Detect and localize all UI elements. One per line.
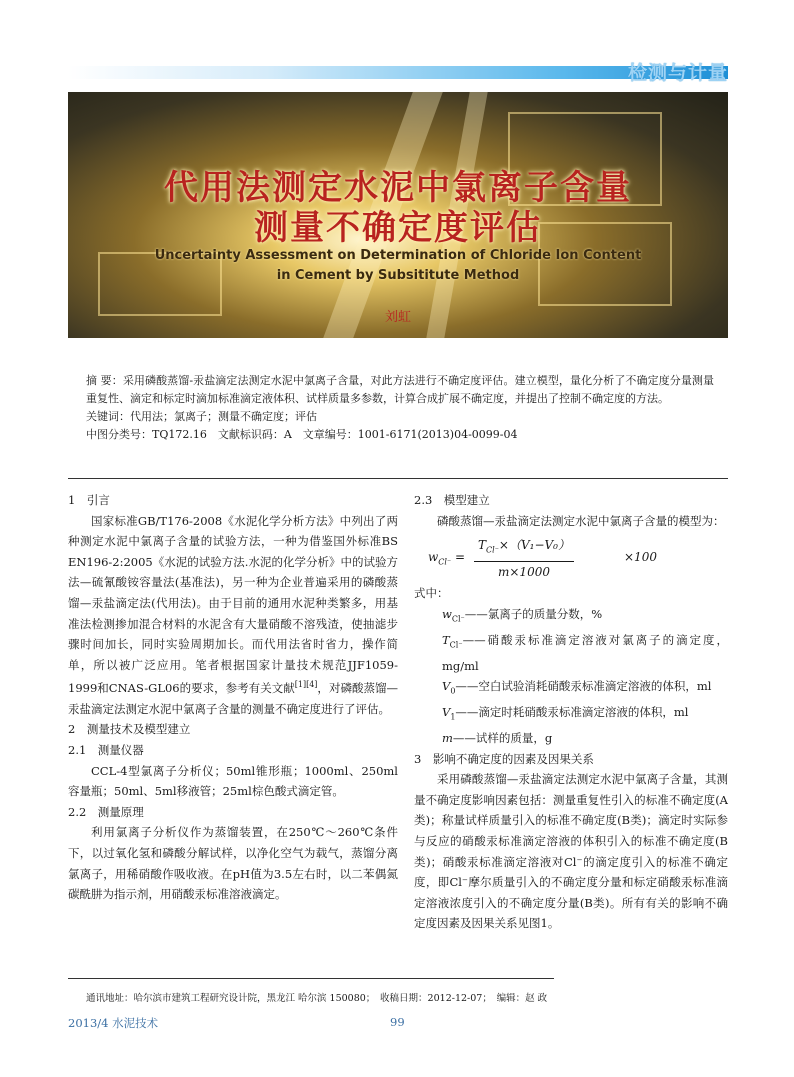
section-2-3-heading: 2.3 模型建立 bbox=[414, 493, 490, 507]
section-2-1-heading: 2.1 测量仪器 bbox=[68, 742, 144, 757]
keywords: 关键词：代用法；氯离子；测量不确定度；评估 bbox=[86, 410, 317, 423]
def-m: m——试样的质量，g bbox=[442, 730, 553, 745]
def-v0: $V_0——$空白试验消耗硝酸汞标准滴定溶液的体积，ml bbox=[442, 679, 712, 696]
def-t: $T_{Cl^-}——$硝酸汞标准滴定溶液对氯离子的滴定度，mg/ml bbox=[442, 632, 728, 673]
formula-w: w bbox=[428, 550, 439, 565]
title-line-1: 代用法测定水泥中氯离子含量 bbox=[164, 168, 632, 208]
formula-denominator: m×1000 bbox=[498, 565, 550, 580]
author: 刘虹 bbox=[384, 310, 411, 325]
journal-info: 2013/4 水泥技术 bbox=[68, 1016, 159, 1030]
title-line-2: 测量不确定度评估 bbox=[254, 208, 542, 248]
def-w: $w_{Cl^-}——$氯离子的质量分数，% bbox=[442, 606, 603, 624]
page-number: 99 bbox=[390, 1015, 405, 1029]
divider bbox=[68, 478, 728, 479]
formula-volume: ×（V₁−V₀） bbox=[498, 538, 570, 553]
footer-divider bbox=[68, 978, 554, 979]
abstract-block bbox=[86, 372, 714, 444]
def-v0-text: ——空白试验消耗硝酸汞标准滴定溶液的体积，ml bbox=[455, 679, 712, 694]
section-3-text: 采用磷酸蒸馏—汞盐滴定法测定水泥中氯离子含量，其测量不确定度影响因素包括：测量重复性引入的标准不确定度(A类)；称量试样质量引入的标准不确定度(B类)；滴定时实际参与反应的硝酸汞标准滴定溶液的体积引入的标准不确定度(B类)；硝酸汞标准滴定溶液对Cl⁻的滴定度引入的标准不确定度，即Cl⁻摩尔质量引入的不确定度分量和标定硝酸汞标准滴定溶液浓度引入的不确定度分量(B类)。所有有关的影响不确定度因素及因果关系见图1。 bbox=[414, 772, 728, 931]
formula-lhs: $w_{Cl^-}$ = bbox=[428, 550, 466, 567]
title-banner bbox=[68, 92, 728, 338]
section-1-heading: 1 引言 bbox=[68, 493, 110, 507]
formula-t: T bbox=[478, 538, 487, 553]
right-column bbox=[414, 490, 728, 934]
formula-fraction bbox=[474, 535, 574, 583]
section-2-2-heading: 2.2 测量原理 bbox=[68, 804, 144, 819]
classification: 中图分类号：TQ172.16 文献标识码：A 文章编号：1001-6171(2013)04-0099-04 bbox=[86, 428, 518, 441]
variable-definitions bbox=[414, 604, 728, 749]
section-1-text: 国家标准GB/T176-2008《水泥化学分析方法》中列出了两种测定水泥中氯离子含量的试验方法，一种为借鉴国外标准BS EN196-2:2005《水泥的试验方法.水泥的化学分析》中的试验方法—硫氰酸铵容量法(基准法)，另一种为企业普遍采用的磷酸蒸馏—汞盐滴定法(代用法)。由于目前的通用水泥种类繁多，用基准法检测掺加混合材料的水泥含有大量硝酸不溶残渣，使抽滤步骤时间加长，同时实验周期加长。而代用法省时省力，操作简单，所以被广泛应用。笔者根据国家计量技术规范JJF1059-1999和CNAS-GL06的要求，参考有关文献 bbox=[68, 513, 398, 696]
english-title-line-2: in Cement by Subsititute Method bbox=[276, 268, 520, 283]
section-2-2-text: 利用氯离子分析仪作为蒸馏装置，在250℃～260℃条件下，以过氧化氢和磷酸分解试样，以净化空气为载气，蒸馏分离氯离子，用稀硝酸作吸收液。在pH值为3.5左右时，以二苯偶氮碳酰肼为指示剂，用硝酸汞标准溶液滴定。 bbox=[68, 825, 398, 902]
def-t-text: ——硝酸汞标准滴定溶液对氯离子的滴定度，mg/ml bbox=[442, 632, 728, 673]
def-m-text: ——试样的质量，g bbox=[452, 730, 553, 745]
section-2-3-text: 磷酸蒸馏—汞盐滴定法测定水泥中氯离子含量的模型为： bbox=[437, 513, 725, 528]
footer-note: 通讯地址：哈尔滨市建筑工程研究设计院，黑龙江 哈尔滨 150080； 收稿日期：2012-12-07； 编辑：赵 政 bbox=[86, 993, 548, 1004]
section-1-paragraph bbox=[68, 511, 398, 720]
section-2-heading: 2 测量技术及模型建立 bbox=[68, 722, 191, 737]
def-w-text: ——氯离子的质量分数，% bbox=[464, 606, 603, 621]
english-title-line-1: Uncertainty Assessment on Determination of Chloride Ion Content bbox=[154, 248, 642, 263]
where-label: 式中： bbox=[414, 586, 449, 601]
formula-w-sub: Cl⁻ bbox=[438, 557, 452, 567]
left-column bbox=[68, 490, 398, 905]
section-3-heading: 3 影响不确定度的因素及因果关系 bbox=[414, 751, 594, 766]
formula-tail: ×100 bbox=[624, 550, 657, 565]
reference-marker: [1][4] bbox=[294, 680, 318, 690]
formula-t-sub: Cl⁻ bbox=[486, 545, 499, 555]
def-v1: $V_1——$滴定时耗硝酸汞标准滴定溶液的体积，ml bbox=[442, 705, 689, 722]
formula-numerator bbox=[474, 535, 574, 562]
abstract-text: 摘 要：采用磷酸蒸馏-汞盐滴定法测定水泥中氯离子含量，对此方法进行不确定度评估。建立模型，量化分析了不确定度分量测量重复性、滴定和标定时滴加标准滴定液体积、试样质量多参数，计算合成扩展不确定度，并提出了控制不确定度的方法。 bbox=[86, 374, 714, 405]
section-title: 检测与计量 bbox=[627, 62, 728, 84]
def-v1-text: ——滴定时耗硝酸汞标准滴定溶液的体积，ml bbox=[455, 705, 689, 720]
section-1-text-end: ，对磷酸蒸馏—汞盐滴定法测定水泥中氯离子含量的测量不确定度进行了评估。 bbox=[68, 681, 399, 716]
section-2-1-text: CCL-4型氯离子分析仪；50ml锥形瓶；1000ml、250ml容量瓶；50ml、5ml移液管；25ml棕色酸式滴定管。 bbox=[68, 763, 398, 799]
formula bbox=[414, 535, 728, 579]
